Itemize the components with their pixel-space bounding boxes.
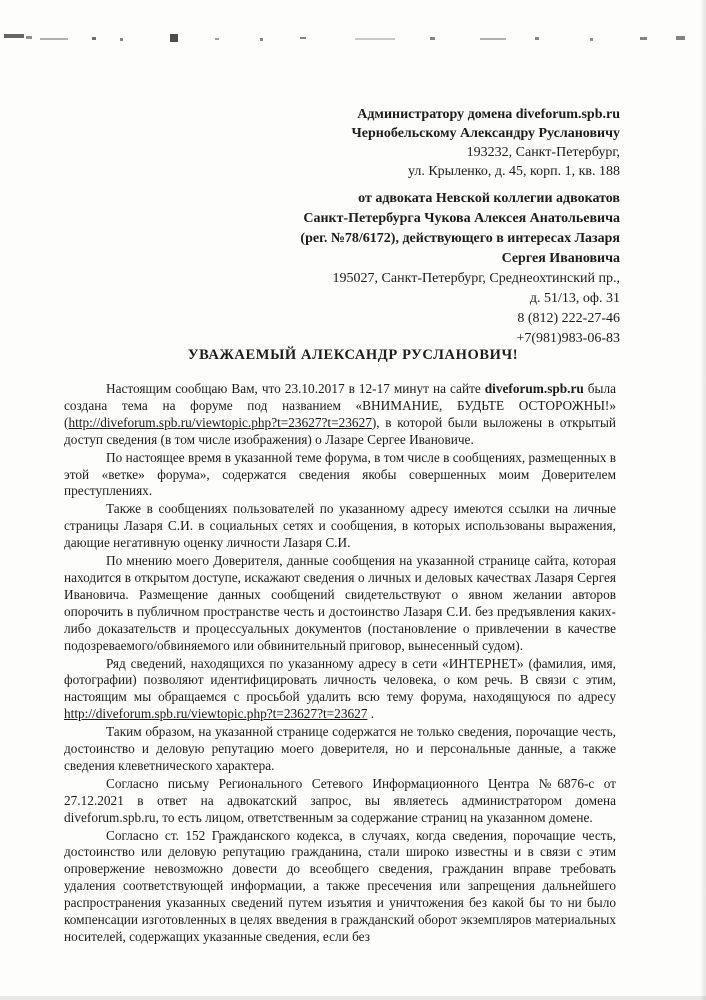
paragraph: Таким образом, на указанной странице содержатся не только сведения, порочащие честь, достоинство и деловую репутацию моего доверителя, но и персональные данные, а также сведения клеветнического характера. bbox=[64, 724, 616, 773]
sender-line: Сергея Ивановича bbox=[501, 251, 620, 266]
paragraph: По мнению моего Доверителя, данные сообщения на указанной странице сайта, которая находится в открытом доступе, искажают сведения о личных и деловых качествах Лазаря Сергея Ивановича. Размещение данных сообщений свидетельствуют о явном желании авторов опорочить в публичном пространстве честь и достоинство Лазаря С.И. без предъявления каких-либо доказательств и процессуальных документов (постановление о привлечении в качестве подозреваемого/обвиняемого или обвинительный приговор, вынесенный судом). bbox=[64, 553, 616, 653]
scan-bottom-edge bbox=[0, 996, 706, 1000]
recipient-address-city: 193232, Санкт-Петербург, bbox=[466, 145, 620, 160]
paragraph: Также в сообщениях пользователей по указанному адресу имеются ссылки на личные страницы Лазаря С.И. в социальных сетях и сообщения, в которых использованы выражения, дающие негативную оценку личности Лазаря С.И. bbox=[64, 501, 616, 551]
paragraph bbox=[64, 381, 616, 449]
sender-line: от адвоката Невской коллегии адвокатов bbox=[358, 191, 620, 206]
sender-line: Санкт-Петербурга Чукова Алексея Анатольевича bbox=[303, 211, 620, 226]
salutation-heading: УВАЖАЕМЫЙ АЛЕКСАНДР РУСЛАНОВИЧ! bbox=[187, 347, 519, 363]
sender-line: (рег. №78/6172), действующего в интересах Лазаря bbox=[300, 231, 620, 246]
recipient-line: Администратору домена diveforum.spb.ru bbox=[357, 107, 620, 122]
sender-address: д. 51/13, оф. 31 bbox=[529, 291, 620, 306]
paragraph-text: . bbox=[367, 706, 375, 722]
paragraph-text: была создана тема на форуме под названием «ВНИМАНИЕ, БУДЬТЕ ОСТОРОЖНЫ!» ( bbox=[64, 381, 617, 430]
domain-name: diveforum.spb.ru bbox=[484, 381, 584, 396]
sender-phone: 8 (812) 222-27-46 bbox=[517, 311, 620, 326]
scan-artifact-marks bbox=[0, 0, 706, 60]
recipient-block bbox=[352, 105, 620, 181]
paragraph: Согласно ст. 152 Гражданского кодекса, в случаях, когда сведения, порочащие честь, достоинство или деловую репутацию гражданина, стали широко известны и в связи с этим опровержение невозможно довести до всеобщего сведения, гражданин вправе требовать удаления соответствующей информации, а также пресечения или запрещения дальнейшего распространения указанных сведений путем изъятия и уничтожения без какой бы то ни было компенсации изготовленных в целях введения в гражданский оборот экземпляров материальных носителей, содержащих указанные сведения, если без bbox=[64, 827, 616, 944]
forum-topic-link[interactable]: http://diveforum.spb.ru/viewtopic.php?t=23627?t=23627 bbox=[68, 414, 372, 430]
sender-block bbox=[300, 189, 620, 349]
paragraph-text: Ряд сведений, находящихся по указанному адресу в сети «ИНТЕРНЕТ» (фамилия, имя, фотографии) позволяют идентифицировать личность человека, о ком речь. В связи с этим, настоящим мы обращаемся с просьбой удалить всю тему форума, находящуюся по адресу bbox=[64, 655, 616, 705]
paragraph-text: Настоящим сообщаю Вам, что 23.10.2017 в 12-17 минут на сайте bbox=[106, 381, 485, 396]
forum-topic-link[interactable]: http://diveforum.spb.ru/viewtopic.php?t=23627?t=23627 bbox=[64, 706, 368, 722]
recipient-name: Чернобельскому Александру Руслановичу bbox=[351, 126, 620, 141]
letter-body bbox=[64, 381, 616, 950]
paragraph bbox=[64, 656, 616, 724]
sender-address: 195027, Санкт-Петербург, Среднеохтинский пр., bbox=[332, 271, 620, 286]
sender-phone: +7(981)983-06-83 bbox=[516, 331, 620, 346]
recipient-address-street: ул. Крыленко, д. 45, корп. 1, кв. 188 bbox=[407, 164, 620, 179]
paragraph: Согласно письму Регионального Сетевого Информационного Центра №6876-с от 27.12.2021 в ответ на адвокатский запрос, вы являетесь администратором домена diveforum.spb.ru, то есть лицом, ответственным за содержание страниц на указанном домене. bbox=[64, 775, 616, 825]
paragraph: По настоящее время в указанной теме форума, в том числе в сообщениях, размещенных в этой «ветке» форума», содержатся сведения якобы совершенных моим Доверителем преступлениях. bbox=[64, 449, 616, 499]
paragraph-text: ), в которой были выложены в открытый доступ сведения (в том числе изображения) о Лазаре Сергее Ивановиче. bbox=[64, 414, 616, 447]
scan-edge-shadow bbox=[700, 0, 706, 1000]
